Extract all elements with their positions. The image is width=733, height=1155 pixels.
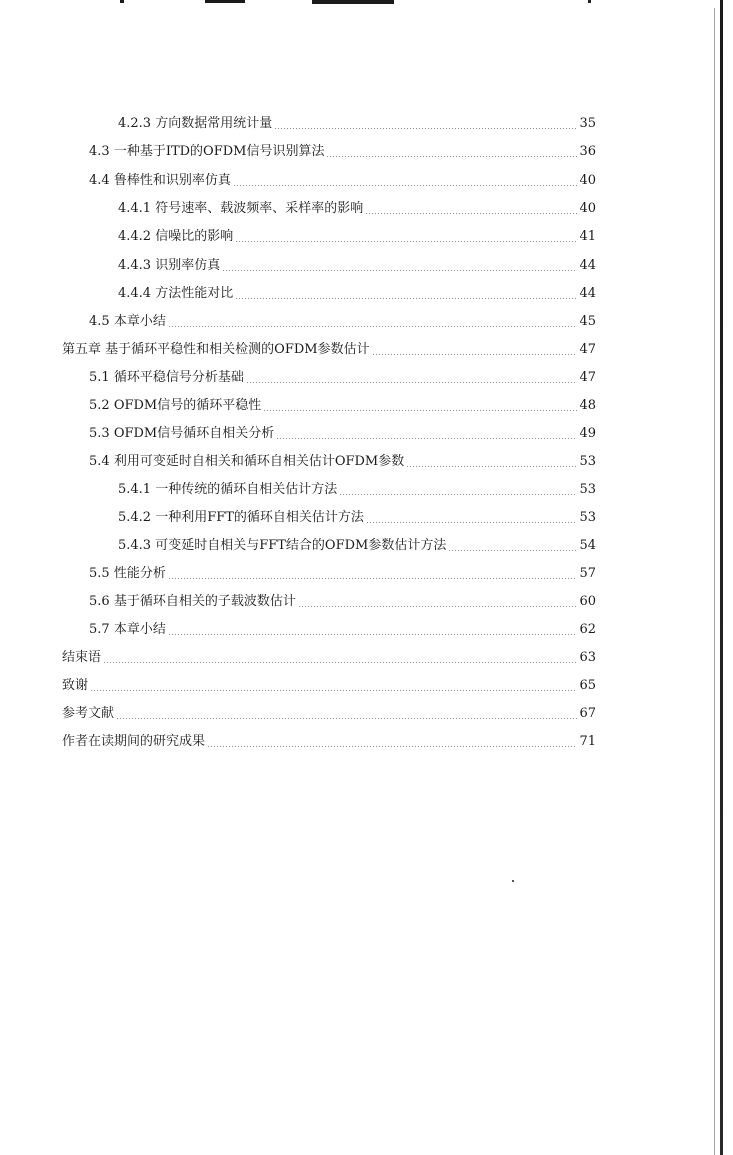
toc-leader [246,382,578,383]
toc-page-number: 40 [579,173,596,188]
toc-leader [274,128,577,129]
toc-title: 识别率仿真 [155,258,221,273]
toc-page-number: 57 [579,566,596,581]
toc-entry [89,312,596,332]
toc-entry [62,704,596,724]
toc-entry [89,368,596,388]
toc-leader [168,326,578,327]
toc-title: 符号速率、载波频率、采样率的影响 [155,201,364,216]
toc-title: 信噪比的影响 [155,229,234,244]
scan-top-mark-2 [205,0,245,3]
toc-number: 5.2 [89,398,110,413]
toc-title: 鲁棒性和识别率仿真 [113,173,231,188]
toc-entry [89,396,596,416]
toc-entry [118,508,596,528]
toc-leader [448,550,577,551]
toc-entry [62,648,596,668]
toc-page-number: 47 [579,342,596,357]
toc-entry [62,340,596,360]
toc-leader [263,410,577,411]
toc-number: 5.3 [89,426,110,441]
toc-page-number: 67 [579,706,596,721]
toc-number: 5.5 [89,566,110,581]
toc-title: 本章小结 [113,622,166,637]
toc-number: 4.4 [89,173,110,188]
toc-leader [207,746,577,747]
toc-entry [89,142,596,162]
toc-leader [406,466,577,467]
toc-page-number: 53 [579,510,596,525]
toc-leader [168,634,578,635]
toc-leader [276,438,577,439]
toc-number: 5.1 [89,370,110,385]
toc-title: 作者在读期间的研究成果 [62,734,206,749]
toc-number: 5.4.1 [118,482,152,497]
toc-number: 4.4.3 [118,258,152,273]
toc-entry [89,620,596,640]
toc-leader [235,241,577,242]
toc-number: 4.5 [89,314,110,329]
scan-top-mark-1 [120,0,124,3]
toc-leader [298,606,578,607]
toc-leader [326,156,577,157]
toc-number: 4.4.1 [118,201,152,216]
toc-entry [118,256,596,276]
toc-title: 方法性能对比 [155,286,234,301]
toc-number: 4.3 [89,144,110,159]
toc-entry [62,676,596,696]
toc-number: 4.4.2 [118,229,152,244]
toc-page-number: 36 [579,144,596,159]
toc-page-number: 47 [579,370,596,385]
toc-title: 性能分析 [113,566,166,581]
toc-leader [233,185,578,186]
toc-number: 5.4.2 [118,510,152,525]
toc-number: 5.6 [89,594,110,609]
toc-entry [118,284,596,304]
toc-page-number: 54 [579,538,596,553]
scan-speck [512,880,514,882]
toc-page-number: 45 [579,314,596,329]
toc-entry [62,732,596,752]
toc-entry [118,536,596,556]
toc-number: 第五章 [62,342,102,357]
toc-title: 致谢 [62,678,89,693]
toc-leader [365,213,577,214]
toc-title: 参考文献 [62,706,115,721]
toc-page-number: 53 [579,454,596,469]
toc-leader [116,718,577,719]
toc-leader [90,690,577,691]
toc-title: 可变延时自相关与FFT结合的OFDM参数估计方法 [155,538,447,553]
toc-page-number: 63 [579,650,596,665]
toc-page-number: 35 [579,116,596,131]
toc-entry [89,452,596,472]
toc-leader [222,270,577,271]
toc-title: 基于循环自相关的子载波数估计 [113,594,296,609]
toc-page-number: 44 [579,258,596,273]
toc-entry [118,480,596,500]
toc-title: 基于循环平稳性和相关检测的OFDM参数估计 [105,342,370,357]
toc-title: 一种基于ITD的OFDM信号识别算法 [113,144,325,159]
toc-leader [372,354,578,355]
toc-number: 4.4.4 [118,286,152,301]
toc-entry [89,564,596,584]
toc-page-number: 53 [579,482,596,497]
toc-entry [89,171,596,191]
scan-top-dot [588,0,591,3]
toc-leader [168,578,578,579]
toc-number: 5.4 [89,454,110,469]
toc-number: 5.7 [89,622,110,637]
toc-page-number: 60 [579,594,596,609]
toc-page-number: 40 [579,201,596,216]
toc-page-number: 48 [579,398,596,413]
toc-page-number: 41 [579,229,596,244]
toc-leader [366,522,578,523]
scan-right-edge-inner [714,8,715,1155]
toc-page-number: 49 [579,426,596,441]
toc-title: 一种传统的循环自相关估计方法 [155,482,338,497]
toc-number: 4.2.3 [118,116,152,131]
toc-number: 5.4.3 [118,538,152,553]
toc-page-number: 44 [579,286,596,301]
toc-title: 本章小结 [113,314,166,329]
toc-page-number: 62 [579,622,596,637]
toc-entry [118,199,596,219]
toc-leader [339,494,577,495]
toc-page-number: 65 [579,678,596,693]
toc-leader [235,298,577,299]
toc-title: 结束语 [62,650,102,665]
toc-title: 一种利用FFT的循环自相关估计方法 [155,510,364,525]
toc-entry [118,114,596,134]
toc-entry [89,424,596,444]
toc-entry [89,592,596,612]
toc-entry [118,227,596,247]
toc-title: 利用可变延时自相关和循环自相关估计OFDM参数 [113,454,405,469]
scan-right-edge [720,0,723,1155]
toc-title: 方向数据常用统计量 [155,116,273,131]
toc-leader [103,662,577,663]
toc-title: 循环平稳信号分析基础 [113,370,244,385]
toc-title: OFDM信号循环自相关分析 [113,426,275,441]
toc-page-number: 71 [579,734,596,749]
toc-title: OFDM信号的循环平稳性 [113,398,262,413]
scan-top-mark-3 [312,0,394,4]
